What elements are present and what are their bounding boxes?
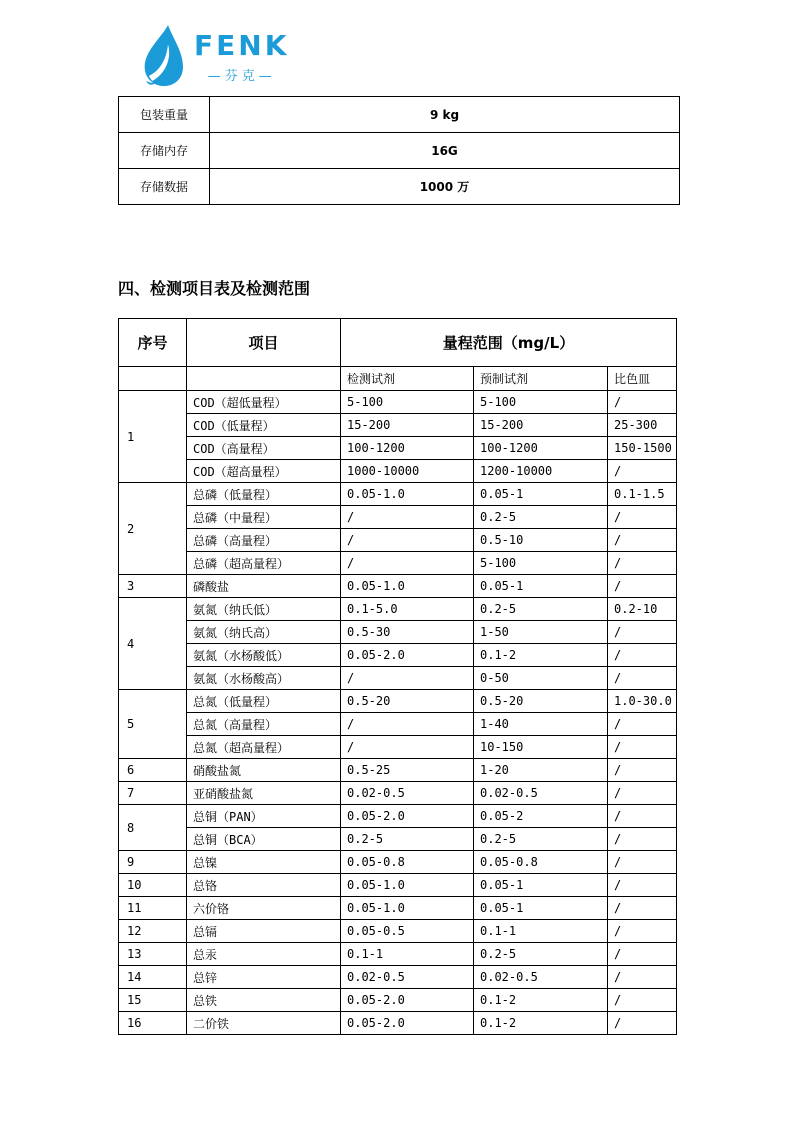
detect-reagent-cell: 0.05-1.0: [341, 483, 474, 506]
cuvette-cell: /: [608, 851, 677, 874]
detect-reagent-cell: 0.02-0.5: [341, 782, 474, 805]
spec-label: 包装重量: [119, 97, 210, 133]
item-cell: COD（超高量程）: [187, 460, 341, 483]
table-row: [119, 97, 680, 133]
row-index-cell: 12: [119, 920, 187, 943]
cuvette-cell: /: [608, 828, 677, 851]
premade-reagent-cell: 0.02-0.5: [474, 966, 608, 989]
item-cell: 氨氮（水杨酸高）: [187, 667, 341, 690]
premade-reagent-cell: 0.05-0.8: [474, 851, 608, 874]
cuvette-cell: /: [608, 1012, 677, 1035]
premade-reagent-cell: 0.5-20: [474, 690, 608, 713]
detection-row: [119, 782, 677, 805]
spec-label: 存储数据: [119, 169, 210, 205]
premade-reagent-cell: 1-50: [474, 621, 608, 644]
cuvette-cell: /: [608, 460, 677, 483]
premade-reagent-cell: 0.1-2: [474, 989, 608, 1012]
item-cell: 总镍: [187, 851, 341, 874]
cuvette-cell: /: [608, 575, 677, 598]
detect-reagent-cell: 0.5-30: [341, 621, 474, 644]
detection-row: [119, 460, 677, 483]
subheader-detect-reagent: 检测试剂: [341, 367, 474, 391]
item-cell: 六价铬: [187, 897, 341, 920]
row-index-cell: 3: [119, 575, 187, 598]
detect-reagent-cell: 0.05-2.0: [341, 1012, 474, 1035]
premade-reagent-cell: 100-1200: [474, 437, 608, 460]
item-cell: 总磷（中量程）: [187, 506, 341, 529]
detection-row: [119, 414, 677, 437]
item-cell: COD（高量程）: [187, 437, 341, 460]
detection-row: [119, 851, 677, 874]
detect-reagent-cell: 100-1200: [341, 437, 474, 460]
premade-reagent-cell: 0.05-1: [474, 874, 608, 897]
row-index-cell: 8: [119, 805, 187, 851]
detection-row: [119, 391, 677, 414]
row-index-cell: 4: [119, 598, 187, 690]
item-cell: 总氮（高量程）: [187, 713, 341, 736]
item-cell: 总磷（高量程）: [187, 529, 341, 552]
detect-reagent-cell: /: [341, 736, 474, 759]
detect-reagent-cell: /: [341, 529, 474, 552]
cuvette-cell: /: [608, 621, 677, 644]
detection-row: [119, 966, 677, 989]
row-index-cell: 15: [119, 989, 187, 1012]
detection-row: [119, 736, 677, 759]
item-cell: 二价铁: [187, 1012, 341, 1035]
detection-row: [119, 897, 677, 920]
section-title: 四、检测项目表及检测范围: [118, 279, 311, 298]
premade-reagent-cell: 0.05-1: [474, 483, 608, 506]
cuvette-cell: /: [608, 805, 677, 828]
detection-row: [119, 713, 677, 736]
detection-row: [119, 828, 677, 851]
cuvette-cell: /: [608, 667, 677, 690]
detection-row: [119, 437, 677, 460]
premade-reagent-cell: 1-20: [474, 759, 608, 782]
item-cell: 总汞: [187, 943, 341, 966]
detect-reagent-cell: 0.1-1: [341, 943, 474, 966]
spec-label: 存储内存: [119, 133, 210, 169]
row-index-cell: 14: [119, 966, 187, 989]
detect-reagent-cell: 0.5-20: [341, 690, 474, 713]
table-row: [119, 133, 680, 169]
premade-reagent-cell: 0.1-2: [474, 644, 608, 667]
detect-reagent-cell: 0.05-0.8: [341, 851, 474, 874]
detection-row: [119, 529, 677, 552]
detection-row: [119, 667, 677, 690]
specs-table: [118, 96, 680, 205]
item-cell: 总铜（PAN）: [187, 805, 341, 828]
cuvette-cell: /: [608, 782, 677, 805]
detect-reagent-cell: 0.05-1.0: [341, 575, 474, 598]
cuvette-cell: 0.1-1.5: [608, 483, 677, 506]
table-subheader-row: [119, 367, 677, 391]
item-cell: 总磷（超高量程）: [187, 552, 341, 575]
detection-row: [119, 483, 677, 506]
subheader-premade-reagent: 预制试剂: [474, 367, 608, 391]
detection-row: [119, 506, 677, 529]
cuvette-cell: /: [608, 391, 677, 414]
detection-row: [119, 759, 677, 782]
cuvette-cell: /: [608, 736, 677, 759]
cuvette-cell: /: [608, 874, 677, 897]
premade-reagent-cell: 0.2-5: [474, 506, 608, 529]
detection-row: [119, 920, 677, 943]
premade-reagent-cell: 0.05-1: [474, 897, 608, 920]
cuvette-cell: /: [608, 943, 677, 966]
header-index: 序号: [119, 319, 187, 367]
logo-brand-text: FENK: [194, 29, 290, 62]
row-index-cell: 9: [119, 851, 187, 874]
detection-table: [118, 318, 677, 1035]
row-index-cell: 1: [119, 391, 187, 483]
row-index-cell: 10: [119, 874, 187, 897]
premade-reagent-cell: 15-200: [474, 414, 608, 437]
header-item: 项目: [187, 319, 341, 367]
fenk-logo: [138, 24, 289, 88]
detect-reagent-cell: 0.1-5.0: [341, 598, 474, 621]
header-range-group: 量程范围（mg/L）: [341, 319, 677, 367]
spec-value: 1000 万: [210, 169, 680, 205]
table-row: [119, 169, 680, 205]
detection-row: [119, 621, 677, 644]
item-cell: 总氮（超高量程）: [187, 736, 341, 759]
premade-reagent-cell: 0.1-1: [474, 920, 608, 943]
row-index-cell: 2: [119, 483, 187, 575]
premade-reagent-cell: 5-100: [474, 391, 608, 414]
premade-reagent-cell: 0.05-2: [474, 805, 608, 828]
item-cell: 硝酸盐氮: [187, 759, 341, 782]
spec-value: 16G: [210, 133, 680, 169]
detect-reagent-cell: 0.05-2.0: [341, 805, 474, 828]
detect-reagent-cell: 5-100: [341, 391, 474, 414]
detect-reagent-cell: 15-200: [341, 414, 474, 437]
water-drop-icon: [138, 24, 188, 88]
premade-reagent-cell: 0.2-5: [474, 943, 608, 966]
row-index-cell: 6: [119, 759, 187, 782]
premade-reagent-cell: 10-150: [474, 736, 608, 759]
detect-reagent-cell: /: [341, 506, 474, 529]
detection-row: [119, 1012, 677, 1035]
detection-row: [119, 598, 677, 621]
logo-text-block: [194, 24, 289, 84]
premade-reagent-cell: 0.02-0.5: [474, 782, 608, 805]
detection-row: [119, 552, 677, 575]
item-cell: 总铬: [187, 874, 341, 897]
empty-cell: [187, 367, 341, 391]
detect-reagent-cell: 0.05-2.0: [341, 989, 474, 1012]
cuvette-cell: 25-300: [608, 414, 677, 437]
item-cell: COD（低量程）: [187, 414, 341, 437]
item-cell: 亚硝酸盐氮: [187, 782, 341, 805]
logo-subtitle-text: —芬克—: [207, 69, 276, 84]
item-cell: 氨氮（纳氏高）: [187, 621, 341, 644]
detect-reagent-cell: 1000-10000: [341, 460, 474, 483]
empty-cell: [119, 367, 187, 391]
detection-row: [119, 690, 677, 713]
spec-value: 9 kg: [210, 97, 680, 133]
premade-reagent-cell: 0.1-2: [474, 1012, 608, 1035]
premade-reagent-cell: 0.2-5: [474, 828, 608, 851]
detection-row: [119, 575, 677, 598]
detection-row: [119, 644, 677, 667]
item-cell: 总锌: [187, 966, 341, 989]
item-cell: 氨氮（水杨酸低）: [187, 644, 341, 667]
cuvette-cell: /: [608, 529, 677, 552]
detect-reagent-cell: 0.05-2.0: [341, 644, 474, 667]
detection-row: [119, 989, 677, 1012]
premade-reagent-cell: 0.2-5: [474, 598, 608, 621]
detect-reagent-cell: 0.5-25: [341, 759, 474, 782]
cuvette-cell: /: [608, 897, 677, 920]
cuvette-cell: /: [608, 713, 677, 736]
detect-reagent-cell: 0.05-1.0: [341, 897, 474, 920]
item-cell: 磷酸盐: [187, 575, 341, 598]
row-index-cell: 11: [119, 897, 187, 920]
detection-row: [119, 805, 677, 828]
detect-reagent-cell: /: [341, 667, 474, 690]
premade-reagent-cell: 5-100: [474, 552, 608, 575]
detect-reagent-cell: 0.2-5: [341, 828, 474, 851]
cuvette-cell: 1.0-30.0: [608, 690, 677, 713]
row-index-cell: 16: [119, 1012, 187, 1035]
cuvette-cell: 150-1500: [608, 437, 677, 460]
item-cell: 总氮（低量程）: [187, 690, 341, 713]
cuvette-cell: 0.2-10: [608, 598, 677, 621]
cuvette-cell: /: [608, 644, 677, 667]
premade-reagent-cell: 0-50: [474, 667, 608, 690]
detect-reagent-cell: /: [341, 713, 474, 736]
cuvette-cell: /: [608, 989, 677, 1012]
detection-row: [119, 943, 677, 966]
item-cell: 总镉: [187, 920, 341, 943]
detection-row: [119, 874, 677, 897]
row-index-cell: 13: [119, 943, 187, 966]
item-cell: 氨氮（纳氏低）: [187, 598, 341, 621]
table-header-row: [119, 319, 677, 367]
detect-reagent-cell: 0.05-1.0: [341, 874, 474, 897]
premade-reagent-cell: 0.5-10: [474, 529, 608, 552]
item-cell: 总磷（低量程）: [187, 483, 341, 506]
cuvette-cell: /: [608, 920, 677, 943]
item-cell: 总铁: [187, 989, 341, 1012]
premade-reagent-cell: 0.05-1: [474, 575, 608, 598]
cuvette-cell: /: [608, 552, 677, 575]
cuvette-cell: /: [608, 966, 677, 989]
item-cell: 总铜（BCA）: [187, 828, 341, 851]
detect-reagent-cell: 0.02-0.5: [341, 966, 474, 989]
cuvette-cell: /: [608, 759, 677, 782]
item-cell: COD（超低量程）: [187, 391, 341, 414]
row-index-cell: 5: [119, 690, 187, 759]
detect-reagent-cell: 0.05-0.5: [341, 920, 474, 943]
subheader-cuvette: 比色皿: [608, 367, 677, 391]
row-index-cell: 7: [119, 782, 187, 805]
detect-reagent-cell: /: [341, 552, 474, 575]
cuvette-cell: /: [608, 506, 677, 529]
premade-reagent-cell: 1-40: [474, 713, 608, 736]
premade-reagent-cell: 1200-10000: [474, 460, 608, 483]
